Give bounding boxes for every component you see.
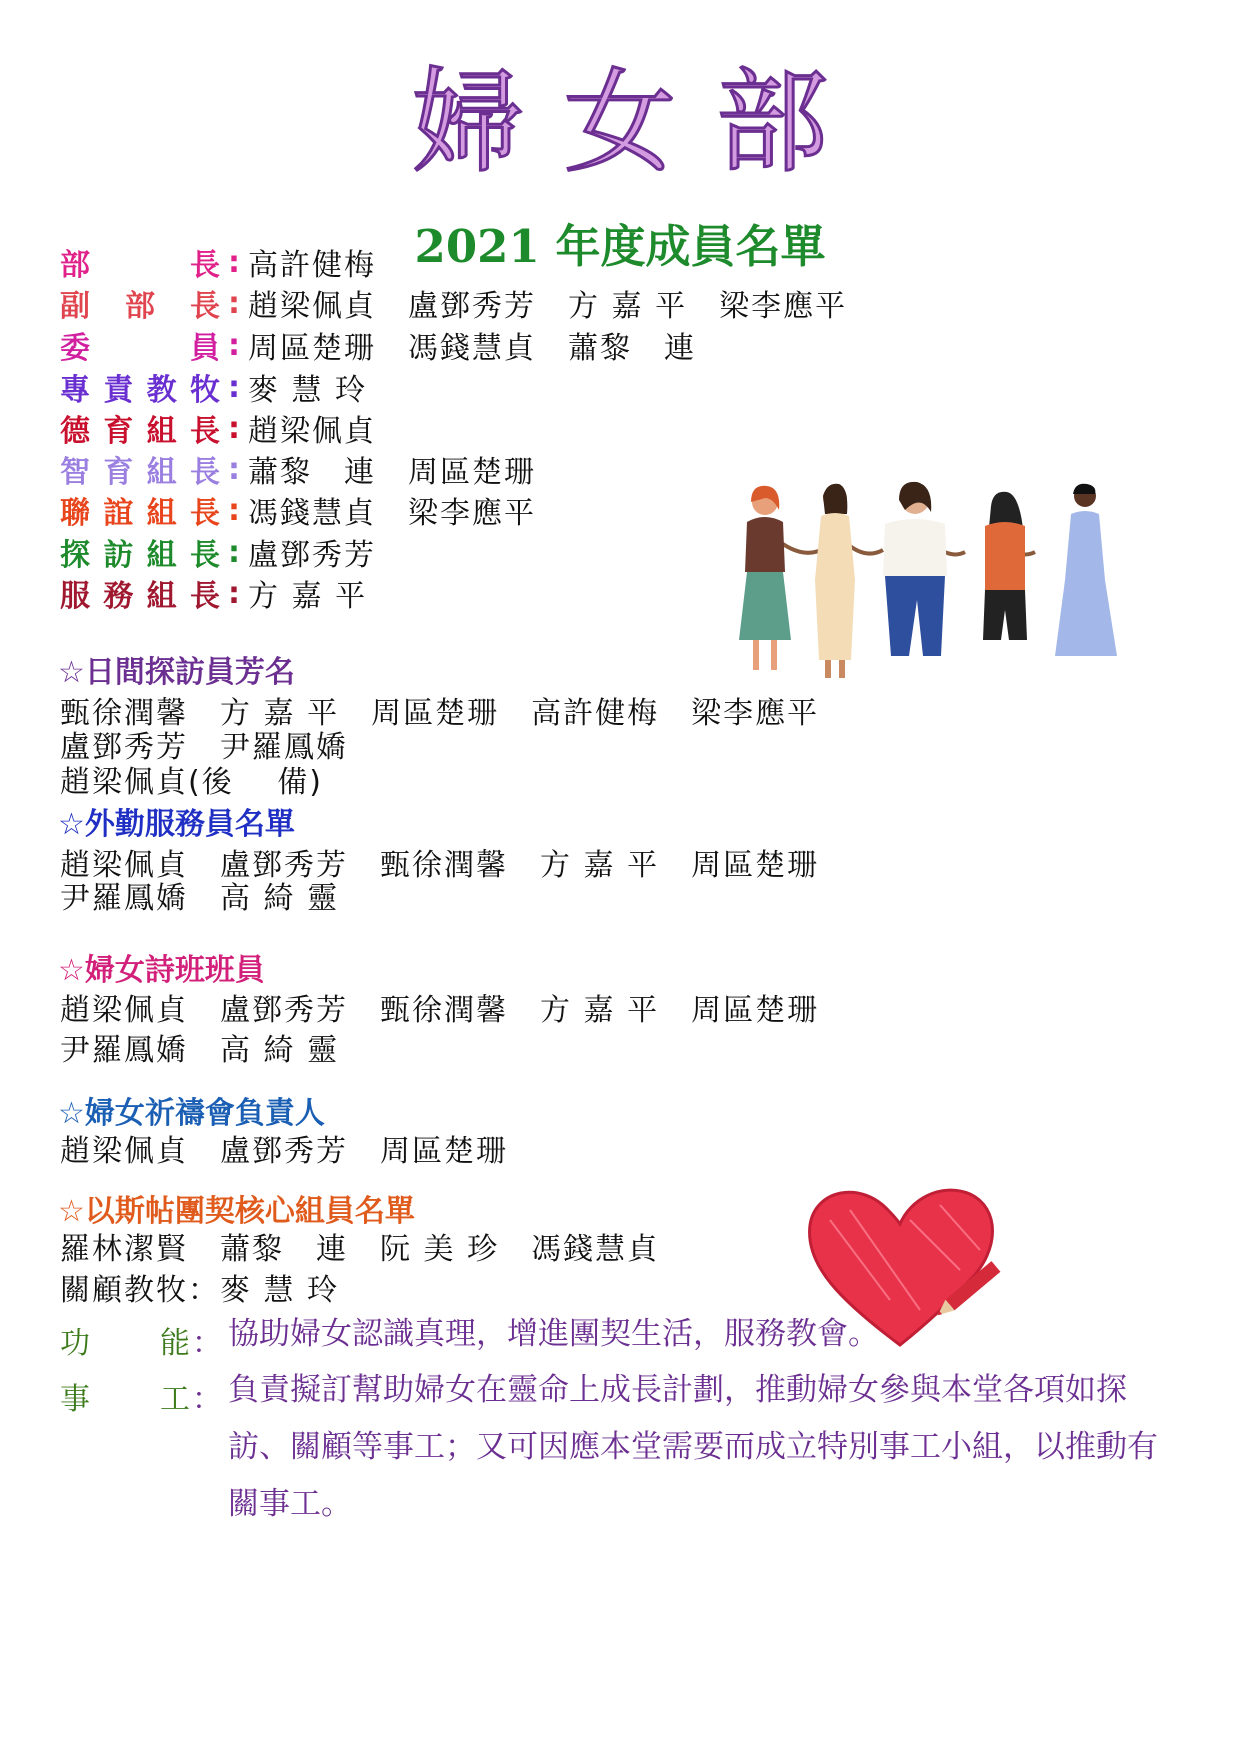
women-holding-hands-illustration [735,480,1145,690]
officer-names: 盧鄧秀芳 [248,538,376,573]
officer-role: 探 訪 組 長 [60,538,220,573]
officer-row [60,530,376,574]
section-line: 趙梁佩貞 盧鄧秀芳 周區楚珊 [60,1134,508,1169]
officer-colon: : [228,534,240,570]
officer-names: 趙梁佩貞 盧鄧秀芳 方 嘉 平 梁李應平 [248,289,848,324]
function-label-text: 功 能 [60,1326,190,1361]
officer-role: 副 部 長 [60,289,220,324]
section-title: ☆婦女詩班班員 [58,953,265,988]
officer-row [60,447,536,491]
section-line: 尹羅鳳嬌 高 綺 靈 [60,881,340,916]
officer-role: 專 責 教 牧 [60,373,220,408]
officer-row [60,240,376,284]
section-line: 趙梁佩貞 盧鄧秀芳 甄徐潤馨 方 嘉 平 周區楚珊 [60,848,820,883]
officer-row [60,488,536,532]
section-line: 趙梁佩貞 盧鄧秀芳 甄徐潤馨 方 嘉 平 周區楚珊 [60,993,820,1028]
work-label-text: 事 工 [60,1382,190,1417]
function-colon: ： [192,1326,222,1361]
work-colon: ： [192,1382,222,1417]
officer-names: 蕭黎 連 周區楚珊 [248,455,536,490]
section-line: 盧鄧秀芳 尹羅鳳嬌 [60,730,348,765]
work-text: 負責擬訂幫助婦女在靈命上成長計劃，推動婦女參與本堂各項如探訪、關顧等事工；又可因應本堂需要而成立特別事工小組，以推動有關事工。 [228,1372,1158,1522]
officer-colon: : [228,285,240,321]
section-line: 尹羅鳳嬌 高 綺 靈 [60,1033,340,1068]
section-line: 關顧教牧：麥 慧 玲 [60,1273,340,1308]
work-label [60,1374,190,1418]
page-title: 婦女部 [412,58,868,188]
section-title: ☆婦女祈禱會負責人 [58,1096,325,1131]
officer-names: 麥 慧 玲 [248,373,368,408]
section-title: ☆日間探訪員芳名 [58,655,295,690]
officer-role: 服 務 組 長 [60,579,220,614]
officer-row [60,323,696,367]
officer-colon: : [228,451,240,487]
function-label [60,1318,190,1362]
officer-role: 聯 誼 組 長 [60,496,220,531]
section-line: 甄徐潤馨 方 嘉 平 周區楚珊 高許健梅 梁李應平 [60,696,820,731]
officer-names: 高許健梅 [248,248,376,283]
officer-colon: : [228,244,240,280]
officer-row [60,281,847,325]
officer-role: 部 長 [60,248,220,283]
officer-names: 趙梁佩貞 [248,414,376,449]
section-line: 趙梁佩貞(後 備) [60,765,323,800]
officer-names: 方 嘉 平 [248,579,368,614]
officer-names: 馮錢慧貞 梁李應平 [248,496,536,531]
function-text: 協助婦女認識真理，增進團契生活，服務教會。 [228,1316,879,1352]
section-title: ☆外勤服務員名單 [58,807,295,842]
officer-colon: : [228,369,240,405]
officer-role: 智 育 組 長 [60,455,220,490]
section-title: ☆以斯帖團契核心組員名單 [58,1194,415,1229]
page-subtitle: 2021 年度成員名單 [414,220,826,273]
officer-colon: : [228,492,240,528]
officer-role: 委 員 [60,331,220,366]
officer-names: 周區楚珊 馮錢慧貞 蕭黎 連 [248,331,696,366]
officer-row [60,571,367,615]
officer-colon: : [228,410,240,446]
officer-colon: : [228,575,240,611]
heart-drawing-illustration [800,1180,1015,1360]
section-line: 羅林潔賢 蕭黎 連 阮 美 珍 馮錢慧貞 [60,1232,660,1267]
officer-colon: : [228,327,240,363]
officer-row [60,365,367,409]
officer-row [60,406,376,450]
officer-role: 德 育 組 長 [60,414,220,449]
